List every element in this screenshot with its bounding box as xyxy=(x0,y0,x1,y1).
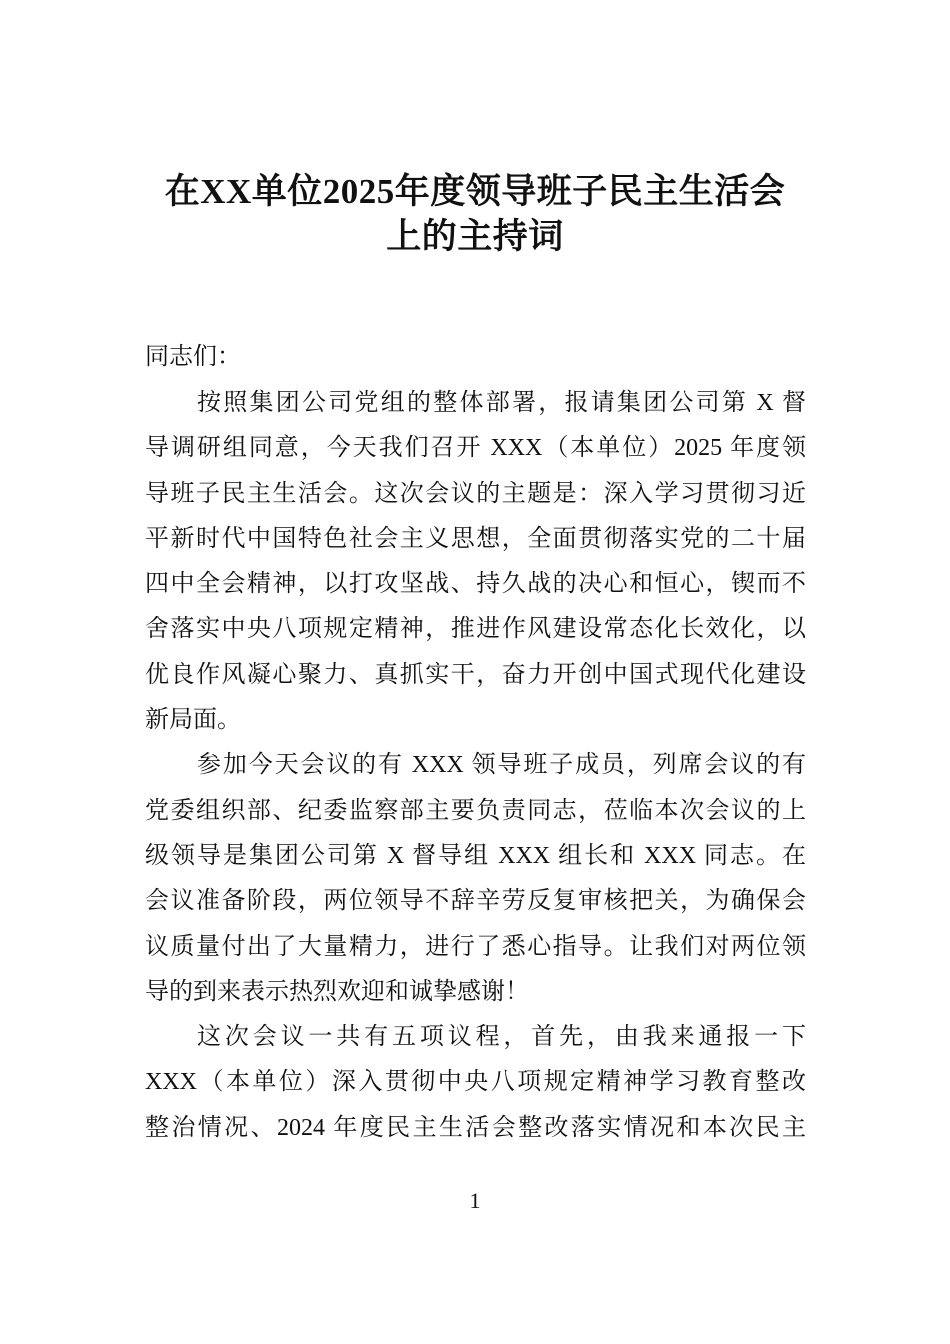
paragraph-2-line: 党委组织部、纪委监察部主要负责同志，莅临本次会议的上 xyxy=(145,798,806,824)
paragraph-1-line: 舍落实中央八项规定精神，推进作风建设常态化长效化，以 xyxy=(145,616,806,642)
paragraph-1-line: 导调研组同意，今天我们召开 XXX（本单位）2025 年度领 xyxy=(145,435,806,461)
paragraph-1-line: 按照集团公司党组的整体部署，报请集团公司第 X 督 xyxy=(197,390,806,416)
paragraph-1-line: 四中全会精神，以打攻坚战、持久战的决心和恒心，锲而不 xyxy=(145,571,806,597)
document-title-line-1: 在XX单位2025年度领导班子民主生活会 xyxy=(164,172,786,211)
paragraph-2-line: 会议准备阶段，两位领导不辞辛劳反复审核把关，为确保会 xyxy=(145,888,806,914)
paragraph-1-line: 导班子民主生活会。这次会议的主题是：深入学习贯彻习近 xyxy=(145,481,806,507)
paragraph-2-line: 级领导是集团公司第 X 督导组 XXX 组长和 XXX 同志。在 xyxy=(145,843,806,869)
salutation: 同志们： xyxy=(145,344,241,370)
paragraph-1-line: 优良作风凝心聚力、真抓实干，奋力开创中国式现代化建设 xyxy=(145,662,806,688)
paragraph-3-line: 整治情况、2024 年度民主生活会整改落实情况和本次民主 xyxy=(145,1115,806,1141)
paragraph-3-line: XXX（本单位）深入贯彻中央八项规定精神学习教育整改 xyxy=(145,1069,806,1095)
paragraph-1-line: 新局面。 xyxy=(145,707,241,733)
paragraph-1-line: 平新时代中国特色社会主义思想，全面贯彻落实党的二十届 xyxy=(145,526,806,552)
document-title-line-2: 上的主持词 xyxy=(386,217,564,256)
paragraph-2-line: 导的到来表示热烈欢迎和诚挚感谢！ xyxy=(145,979,529,1005)
paragraph-2-line: 议质量付出了大量精力，进行了悉心指导。让我们对两位领 xyxy=(145,934,806,960)
page-number: 1 xyxy=(469,1188,481,1213)
paragraph-3-line: 这次会议一共有五项议程，首先，由我来通报一下 xyxy=(197,1024,806,1050)
paragraph-2-line: 参加今天会议的有 XXX 领导班子成员，列席会议的有 xyxy=(197,752,806,778)
